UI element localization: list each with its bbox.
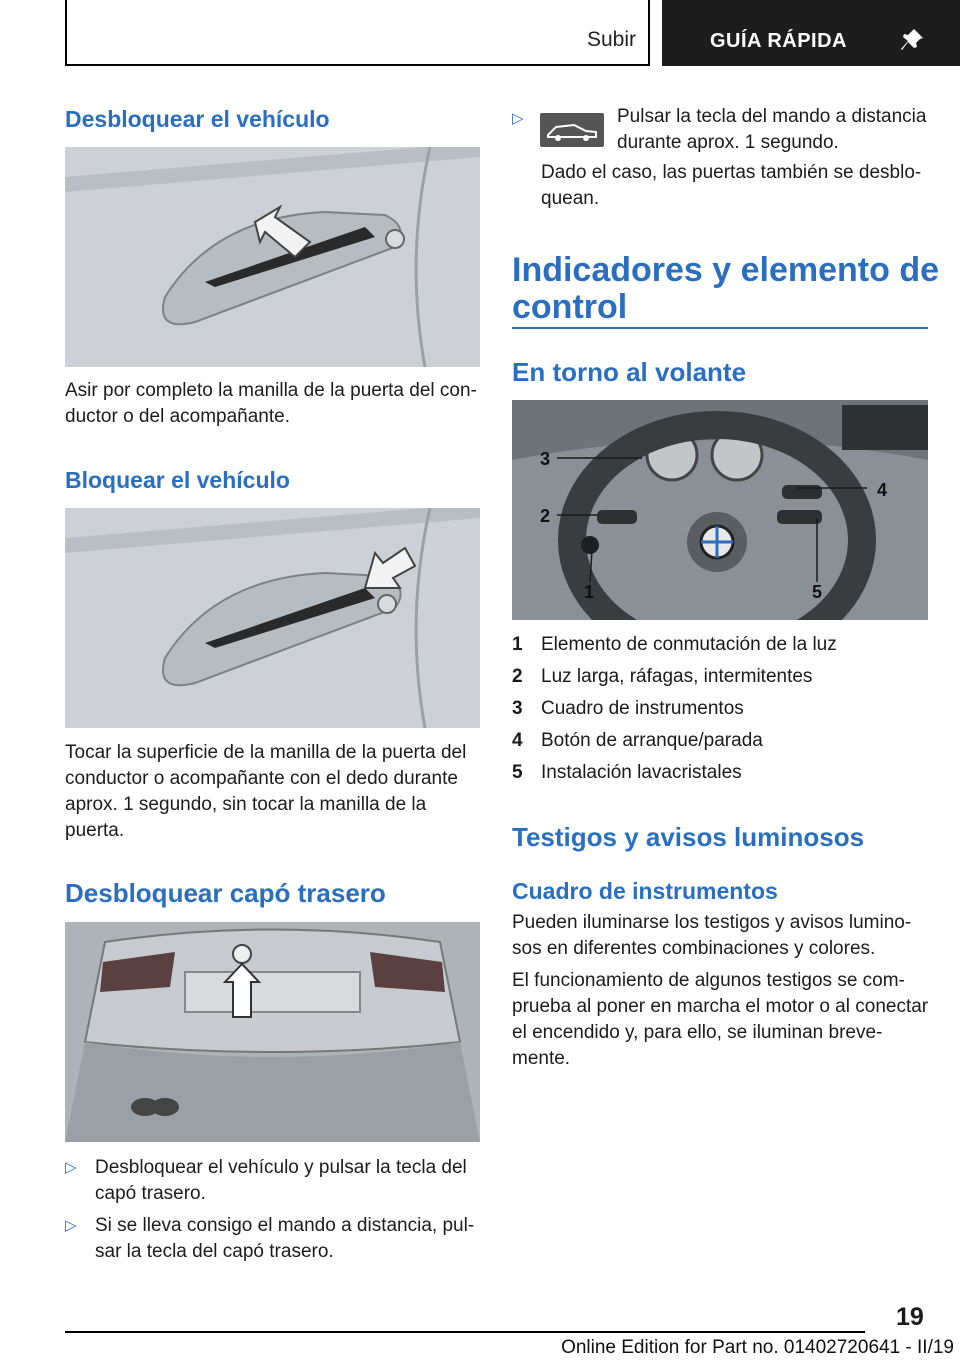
wheel-callout-5: 5 — [812, 582, 823, 602]
trunk-bullet-1 — [65, 1155, 485, 1207]
heading-warning-lights: Testigos y avisos luminosos — [512, 822, 865, 852]
section-tab[interactable] — [662, 0, 960, 66]
text-line: Si se lleva consigo el mando a distancia, pul- — [95, 1215, 475, 1236]
heading-lock-vehicle: Bloquear el vehículo — [65, 467, 290, 493]
heading-rule — [512, 327, 928, 329]
bullet-marker: ▷ — [65, 1159, 77, 1176]
wheel-callout-2: 2 — [540, 506, 551, 526]
wheel-callout-1: 1 — [584, 582, 595, 602]
lock-description — [65, 740, 466, 844]
text-line: sos en diferentes combinaciones y colores. — [512, 938, 876, 959]
text-line: capó trasero. — [95, 1183, 206, 1204]
header-nav-box — [65, 0, 650, 66]
text-line: conductor o acompañante con el dedo durante — [65, 768, 458, 789]
text-line: durante aprox. 1 segundo. — [617, 132, 839, 153]
list-item-text: Instalación lavacristales — [541, 762, 742, 783]
list-item-number: 2 — [512, 666, 523, 687]
unlock-description — [65, 378, 477, 430]
footer-edition: Online Edition for Part no. 01402720641 - II/19 — [561, 1337, 954, 1358]
text-line: control — [512, 288, 628, 326]
wheel-callout-4: 4 — [877, 480, 888, 500]
list-item-number: 5 — [512, 762, 523, 783]
car-trunk-key-icon — [540, 113, 604, 147]
heading-unlock-trunk: Desbloquear capó trasero — [65, 878, 386, 908]
text-line: Asir por completo la manilla de la puerta del con- — [65, 380, 477, 401]
cluster-paragraph-1 — [512, 910, 911, 962]
text-line: Pulsar la tecla del mando a distancia — [617, 106, 927, 127]
text-line: aprox. 1 segundo, sin tocar la manilla de la — [65, 794, 427, 815]
trunk-bullet-2 — [65, 1213, 485, 1265]
page-header — [65, 0, 960, 66]
heading-unlock-vehicle: Desbloquear el vehículo — [65, 106, 330, 132]
list-item-text: Luz larga, ráfagas, intermitentes — [541, 666, 813, 687]
door-handle-unlock-illustration — [65, 147, 480, 367]
cluster-paragraph-2 — [512, 968, 928, 1072]
text-line: el encendido y, para ello, se iluminan breve- — [512, 1022, 883, 1043]
list-item-text: Elemento de conmutación de la luz — [541, 634, 837, 655]
heading-instrument-cluster: Cuadro de instrumentos — [512, 878, 778, 904]
bullet-text — [95, 1155, 467, 1207]
list-item-number: 3 — [512, 698, 523, 719]
doors-unlock-note — [541, 160, 921, 212]
text-line: ductor o del acompañante. — [65, 406, 290, 427]
list-item-number: 1 — [512, 634, 523, 655]
list-item-text: Botón de arranque/parada — [541, 730, 763, 751]
wheel-callout-3: 3 — [540, 449, 551, 469]
text-line: Dado el caso, las puertas también se desblo- — [541, 162, 922, 183]
key-instruction — [617, 104, 926, 156]
bullet-text — [95, 1213, 474, 1265]
section-title: GUÍA RÁPIDA — [710, 30, 847, 52]
text-line: Indicadores y elemento de — [512, 251, 940, 289]
door-handle-lock-illustration — [65, 508, 480, 728]
steering-wheel-illustration — [512, 400, 928, 620]
heading-indicators-controls — [512, 252, 939, 326]
text-line: Desbloquear el vehículo y pulsar la tecla del — [95, 1157, 467, 1178]
text-line: puerta. — [65, 820, 125, 841]
pin-icon — [898, 26, 926, 54]
bullet-marker: ▷ — [512, 110, 524, 127]
page-number: 19 — [896, 1303, 924, 1331]
text-line: mente. — [512, 1048, 571, 1069]
text-line: sar la tecla del capó trasero. — [95, 1241, 334, 1262]
subir-link[interactable]: Subir — [586, 28, 636, 51]
list-item-text: Cuadro de instrumentos — [541, 698, 744, 719]
text-line: quean. — [541, 188, 600, 209]
heading-around-wheel: En torno al volante — [512, 357, 747, 387]
text-line: Tocar la superficie de la manilla de la puerta del — [65, 742, 467, 763]
bullet-marker: ▷ — [65, 1217, 77, 1234]
list-item-number: 4 — [512, 730, 523, 751]
text-line: El funcionamiento de algunos testigos se com- — [512, 970, 905, 991]
footer-rule — [65, 1331, 865, 1333]
text-line: prueba al poner en marcha el motor o al conectar — [512, 996, 929, 1017]
text-line: Pueden iluminarse los testigos y avisos lumino- — [512, 912, 912, 933]
trunk-illustration — [65, 922, 480, 1142]
